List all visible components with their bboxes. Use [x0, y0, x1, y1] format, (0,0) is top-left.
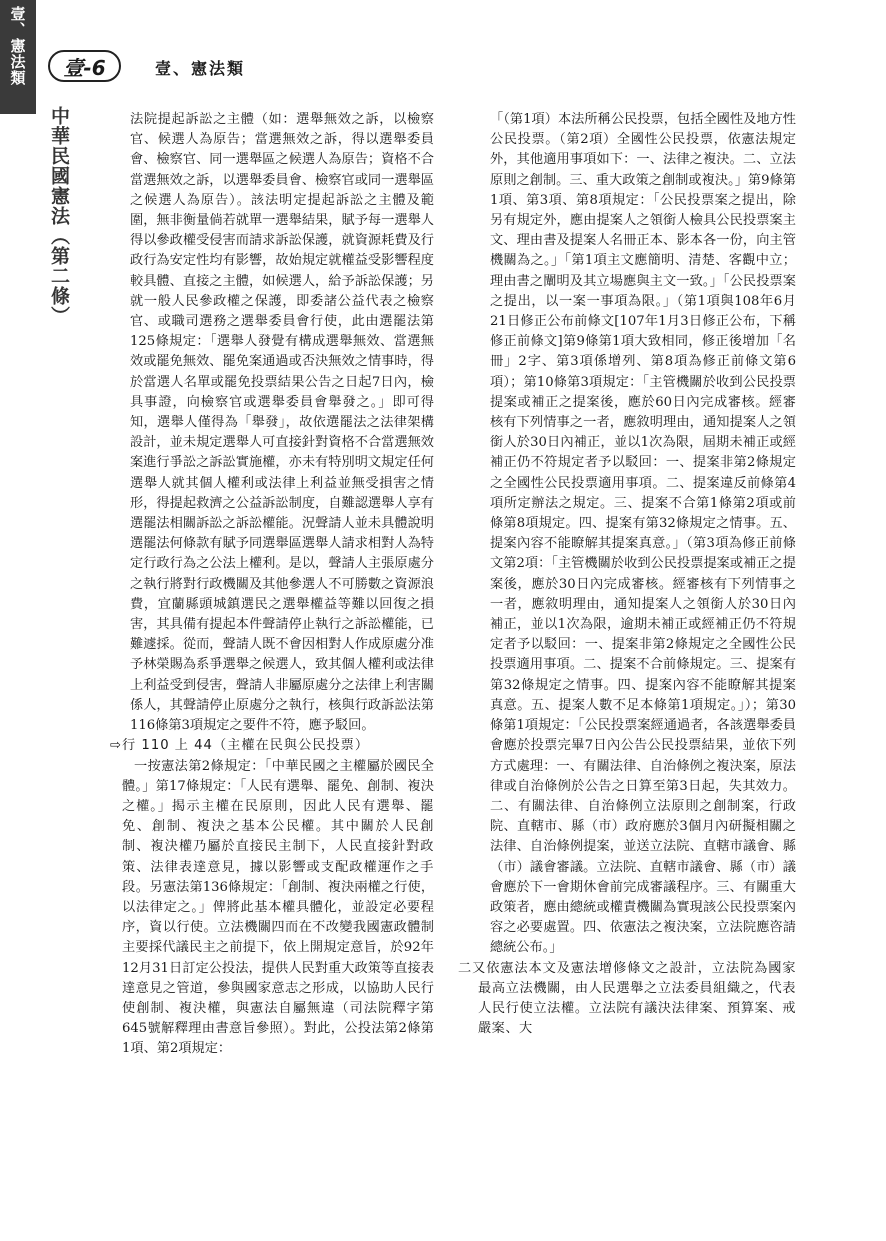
vertical-section-title: 中華民國憲法（第二條） — [48, 106, 70, 326]
item-one-text: 一按憲法第2條規定：「中華民國之主權屬於國民全體。」第17條規定：「人民有選舉、罷免、創制、複決之權。」 — [122, 758, 434, 814]
referendum-law-paragraph: 「（第1項）本法所稱公民投票，包括全國性及地方性公民投票。（第2項）全國性公民投票，依憲法規定外，其他適用事項如下：一、法律之複決。二、立法原則之創制。三、重大政策之創制或複決。」第9條第1項、第3項、第8項規定：「公民投票案之提出，除另有規定外，應由提案人之領銜人檢具公民投票案主文、理由書及提案人名冊正本、影本各一份，向主管機關為之。」「第1項主文應簡明、清楚、客觀中立；理由書之闡明及其立場應與主文一致。」「公民投票案之提出，以一案一事項為限。」（第1項與108年6月21日修正公布前條文[107年1月3日修正公布，下稱修正前條文]第9條第1項大致相同，修正後增加「名冊」2字、第3項係增列、第8項為修正前條文第6項）；第10條第3項規定：「主管機關於收到公民投票提案或補正之提案後，應於60日內完成審核。經審核有下列情事之一者，應敘明理由，通知提案人之領銜人於30日內補正，並以1次為限，屆期未補正或經補正仍不符規定者予以駁回：一、提案非第2條規定之全國性公民投票適用事項。二、提案違反前條第4項所定辦法之規定。三、提案不合第1條第2項或前條第8項規定。四、提案有第32條規定之情事。五、提案內容不能瞭解其提案真意。」（第3項為修正前條文第2項：「主管機關於收到公民投票提案或補正之提案後，應於30日內完成審核。經審核有下列情事之一者，應敘明理由，通知提案人之領銜人於30日內補正，並以1次為限，逾期未補正或經補正仍不符規定者予以駁回：一、提案非第2條規定之全國性公民投票適用事項。二、提案不合前條規定。三、提案有第32條規定之情事。四、提案內容不能瞭解其提案真意。五、提案人數不足本條第1項規定。」）；第30條第1項規定：「公民投票案經通過者，各該選舉委員會應於投票完畢7日內公告公民投票結果，並依下列方式處理：一、有關法律、自治條例之複決案，原法律或自治條例於公告之日算至第3日起，失其效力。二、有關法律、自治條例立法原則之創制案，行政院、直轄市、縣（市）政府應於3個月內研擬相關之法律、自治條例提案，並送立法院、直轄市議會、縣（市）議會審議。立法院、直轄市議會、縣（市）議會應於下一會期休會前完成審議程序。三、有關重大政策者，應由總統或權責機關為實現該公民投票案內容之必要處置。四、依憲法之複決案，立法院應咨請總統公布。」 — [490, 112, 796, 956]
right-column — [458, 110, 796, 1039]
running-title: 壹、憲法類 — [155, 59, 246, 78]
item-one-emphasis: 揭示主權在民原則，因此人民有選舉、罷免、創制、複決之基本公民權。其中關於人民創制、複決權乃屬於直接民主制下，人民直接針對政策、法律表達意見，據以影響或支配政權運作之手段。 — [122, 798, 434, 895]
item-one-block — [110, 757, 434, 1060]
item-two-text: 二又依憲法本文及憲法增修條文之設計，立法院為國家最高立法機關，由人民選舉之立法委員組織之，代表人民行使立法權。立法院有議決法律案、預算案、戒嚴案、大 — [458, 960, 796, 1037]
case-citation-heading: ⇨行 110 上 44（主權在民與公民投票） — [110, 738, 370, 754]
court-opinion-paragraph: 法院提起訴訟之主體（如：選舉無效之訴，以檢察官、候選人為原告；當選無效之訴，得以選舉委員會、檢察官、同一選舉區之候選人為原告；資格不合當選無效之訴，以選舉委員會、檢察官或同一選舉區之候選人為原告）。該法明定提起訴訟之主體及範圍，無非衡量倘若就單一選舉結果，賦予每一選舉人得以參政權受侵害而請求訴訟保護，就資源耗費及行政行為安定性均有影響，故始規定就權益受影響程度較具體、直接之主體，如候選人，給予訴訟保護；另就一般人民參政權之保護，即委諸公益代表之檢察官、或職司選務之選舉委員會行使，此由選罷法第125條規定：「選舉人發覺有構成選舉無效、當選無效或罷免無效、罷免案通過或否決無效之情事時，得於當選人名單或罷免投票結果公告之日起7日內，檢具事證，向檢察官或選舉委員會舉發之。」即可得知，選舉人僅得為「舉發」，故依選罷法之法律架構設計，並未規定選舉人可直接針對資格不合當選無效案進行爭訟之訴訟實施權，亦未有特別明文規定任何選舉人就其個人權利或法律上利益並無受損害之情形，得提起救濟之公益訴訟制度，自難認選舉人享有選罷法相關訴訟之訴訟權能。況聲請人並未具體說明選罷法何條款有賦予同選舉區選舉人請求相對人為特定行政行為之公法上權利。是以，聲請人主張原處分之執行將對行政機關及其他參選人不可勝數之資源浪費，宜蘭縣頭城鎮選民之選舉權益等難以回復之損害，其具備有提起本件聲請停止執行之訴訟權能，已難遽採。從而，聲請人既不會因相對人作成原處分准予林榮賜為系爭選舉之候選人，致其個人權利或法律上利益受到侵害，聲請人非屬原處分之法律上利害關係人，其聲請停止原處分之執行，核與行政訴訟法第116條第3項規定之要件不符，應予駁回。 — [130, 112, 434, 734]
side-chapter-tab — [0, 0, 36, 114]
left-column — [110, 110, 434, 1060]
side-tab-label: 壹、憲法類 — [8, 6, 27, 86]
item-one-continued: 另憲法第136條規定：「創制、複決兩權之行使，以法律定之。」俾將此基本權具體化，並設定必要程序，資以行使。立法機關四而在不改變我國憲政體制主要採代議民主之前提下，依上開規定意旨，於92年12月31日訂定公投法，提供人民對重大政策等直接表達意見之管道，參與國家意志之形成，以協助人民行使創制、複決權，與憲法自屬無違（司法院釋字第645號解釋理由書意旨參照）。對此，公投法第2條第1項、第2項規定： — [122, 879, 435, 1057]
page-number-badge: 壹-6 — [48, 50, 121, 82]
